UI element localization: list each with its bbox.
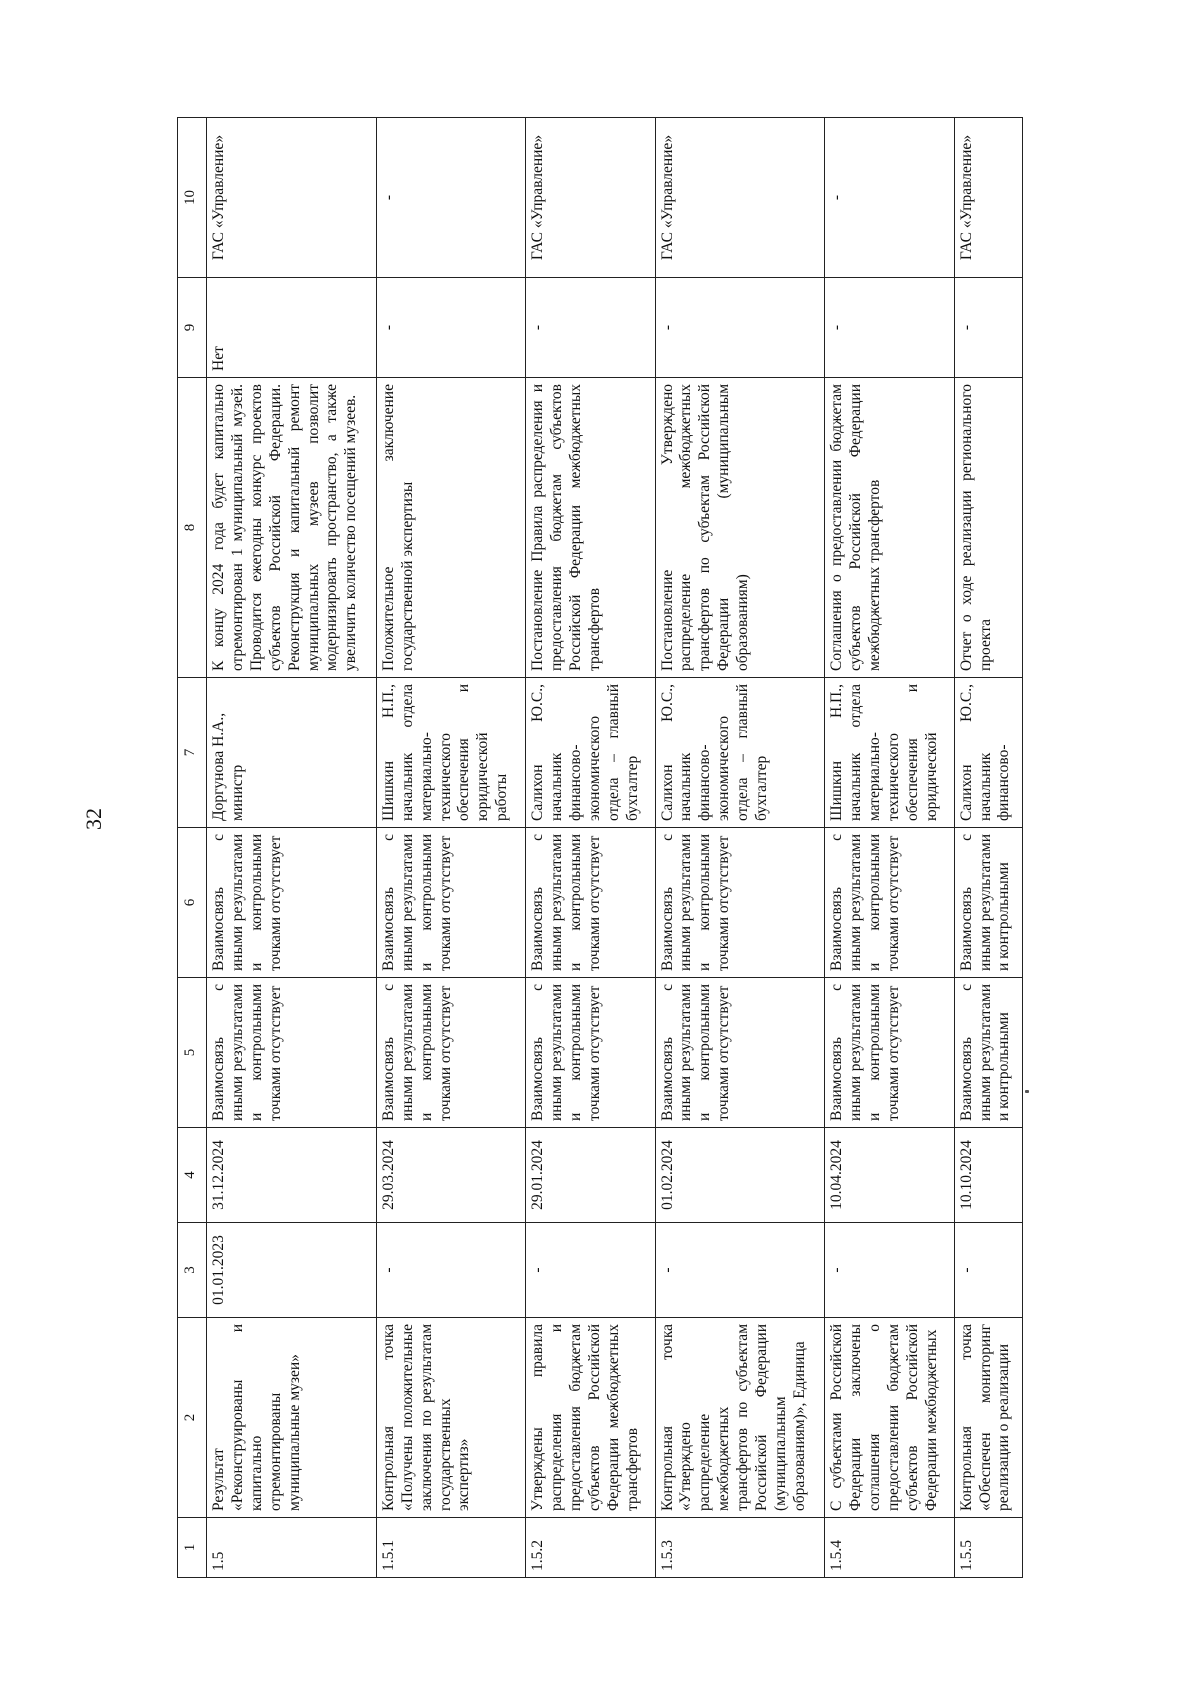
info-system: ГАС «Управление» [207, 118, 377, 278]
info-system: - [376, 118, 526, 278]
end-date: 29.01.2024 [526, 1128, 655, 1223]
risk: Нет [207, 278, 377, 378]
col-header: 7 [178, 678, 207, 828]
responsible: Шишкин Н.П., начальник отдела материально-технического обеспечения и юридической работы [376, 678, 526, 828]
link-previous: Взаимосвязь с иными результатами и контрольными точками отсутствует [207, 978, 377, 1128]
table-row [526, 118, 655, 1578]
col-header: 5 [178, 978, 207, 1128]
col-header: 10 [178, 118, 207, 278]
table-row [825, 118, 954, 1578]
info-system: ГАС «Управление» [526, 118, 655, 278]
end-date: 29.03.2024 [376, 1128, 526, 1223]
link-previous: Взаимосвязь с иными результатами и контрольными точками отсутствует [376, 978, 526, 1128]
responsible: Салихон Ю.С., начальник финансово-экономического отдела – главный бухгалтер [655, 678, 825, 828]
table-row [207, 118, 377, 1578]
info-system: ГАС «Управление» [954, 118, 1022, 278]
link-next: Взаимосвязь с иными результатами и контрольными точками отсутствует [655, 828, 825, 978]
start-date: - [376, 1223, 526, 1318]
row-name: Утверждены правила распределения и предоставления бюджетам субъектов Российской Федерации межбюджетных трансфертов [526, 1318, 655, 1518]
table-row [655, 118, 825, 1578]
end-date: 10.10.2024 [954, 1128, 1022, 1223]
scan-dot [1025, 1090, 1029, 1093]
link-previous: Взаимосвязь с иными результатами и контрольными точками отсутствует [655, 978, 825, 1128]
link-next: Взаимосвязь с иными результатами и контрольными точками отсутствует [376, 828, 526, 978]
col-header: 9 [178, 278, 207, 378]
link-next: Взаимосвязь с иными результатами и контрольными точками отсутствует [207, 828, 377, 978]
row-name: Контрольная точка «Получены положительные заключения по результатам государственных экспертиз» [376, 1318, 526, 1518]
table-row [376, 118, 526, 1578]
page-number: 32 [81, 808, 106, 830]
row-number: 1.5.5 [954, 1518, 1022, 1578]
risk: - [376, 278, 526, 378]
start-date: - [655, 1223, 825, 1318]
responsible: Салихон Ю.С., начальник финансово-экономического отдела – главный бухгалтер [526, 678, 655, 828]
risk: - [954, 278, 1022, 378]
row-name: Контрольная точка «Утверждено распределение межбюджетных трансфертов по субъектам Российской Федерации (муниципальным образованиям)», Единица [655, 1318, 825, 1518]
row-number: 1.5.3 [655, 1518, 825, 1578]
rotated-table-container [177, 118, 1023, 1578]
end-date: 01.02.2024 [655, 1128, 825, 1223]
col-header: 4 [178, 1128, 207, 1223]
col-header: 3 [178, 1223, 207, 1318]
col-header: 8 [178, 378, 207, 678]
row-name: Контрольная точка «Обеспечен мониторинг реализации о реализации [954, 1318, 1022, 1518]
plan-table [177, 117, 1023, 1578]
info-system: - [825, 118, 954, 278]
document: Постановление Утверждено распределение межбюджетных трансфертов по субъектам Российской Федерации (муниципальным образованиям) [655, 378, 825, 678]
document: К концу 2024 года будет капитально отремонтирован 1 муниципальный музей. Проводится ежегодны конкурс проектов субъектов Российской Федерации. Реконструкция и капитальный ремонт муниципальных музеев позволит модернизировать пространство, а также увеличить количество посещений музеев. [207, 378, 377, 678]
document: Соглашения о предоставлении бюджетам субъектов Российской Федерации межбюджетных трансфертов [825, 378, 954, 678]
row-number: 1.5.4 [825, 1518, 954, 1578]
document: Постановление Правила распределения и предоставления бюджетам субъектов Российской Федерации межбюджетных трансфертов [526, 378, 655, 678]
document: Положительное заключение государственной экспертизы [376, 378, 526, 678]
risk: - [825, 278, 954, 378]
start-date: 01.01.2023 [207, 1223, 377, 1318]
risk: - [655, 278, 825, 378]
col-header: 1 [178, 1518, 207, 1578]
risk: - [526, 278, 655, 378]
table-row [954, 118, 1022, 1578]
row-number: 1.5 [207, 1518, 377, 1578]
link-previous: Взаимосвязь с иными результатами и контрольными точками отсутствует [526, 978, 655, 1128]
header-row [178, 118, 207, 1578]
col-header: 2 [178, 1318, 207, 1518]
responsible: Доргунова Н.А., министр [207, 678, 377, 828]
info-system: ГАС «Управление» [655, 118, 825, 278]
row-name: С субъектами Российской Федерации заключены соглашения о предоставлении бюджетам субъектов Российской Федерации межбюджетных [825, 1318, 954, 1518]
document: Отчет о ходе реализации регионального проекта [954, 378, 1022, 678]
start-date: - [954, 1223, 1022, 1318]
start-date: - [526, 1223, 655, 1318]
link-previous: Взаимосвязь с иными результатами и контрольными точками отсутствует [825, 978, 954, 1128]
row-number: 1.5.1 [376, 1518, 526, 1578]
end-date: 10.04.2024 [825, 1128, 954, 1223]
link-next: Взаимосвязь с иными результатами и контрольными точками отсутствует [526, 828, 655, 978]
row-number: 1.5.2 [526, 1518, 655, 1578]
responsible: Шишкин Н.П., начальник отдела материально-технического обеспечения и юридической [825, 678, 954, 828]
col-header: 6 [178, 828, 207, 978]
end-date: 31.12.2024 [207, 1128, 377, 1223]
link-next: Взаимосвязь с иными результатами и контрольными точками отсутствует [825, 828, 954, 978]
responsible: Салихон Ю.С., начальник финансово- [954, 678, 1022, 828]
link-previous: Взаимосвязь с иными результатами и контрольными [954, 978, 1022, 1128]
link-next: Взаимосвязь с иными результатами и контрольными [954, 828, 1022, 978]
row-name: Результат «Реконструированы и капитально отремонтированы муниципальные музеи» [207, 1318, 377, 1518]
start-date: - [825, 1223, 954, 1318]
